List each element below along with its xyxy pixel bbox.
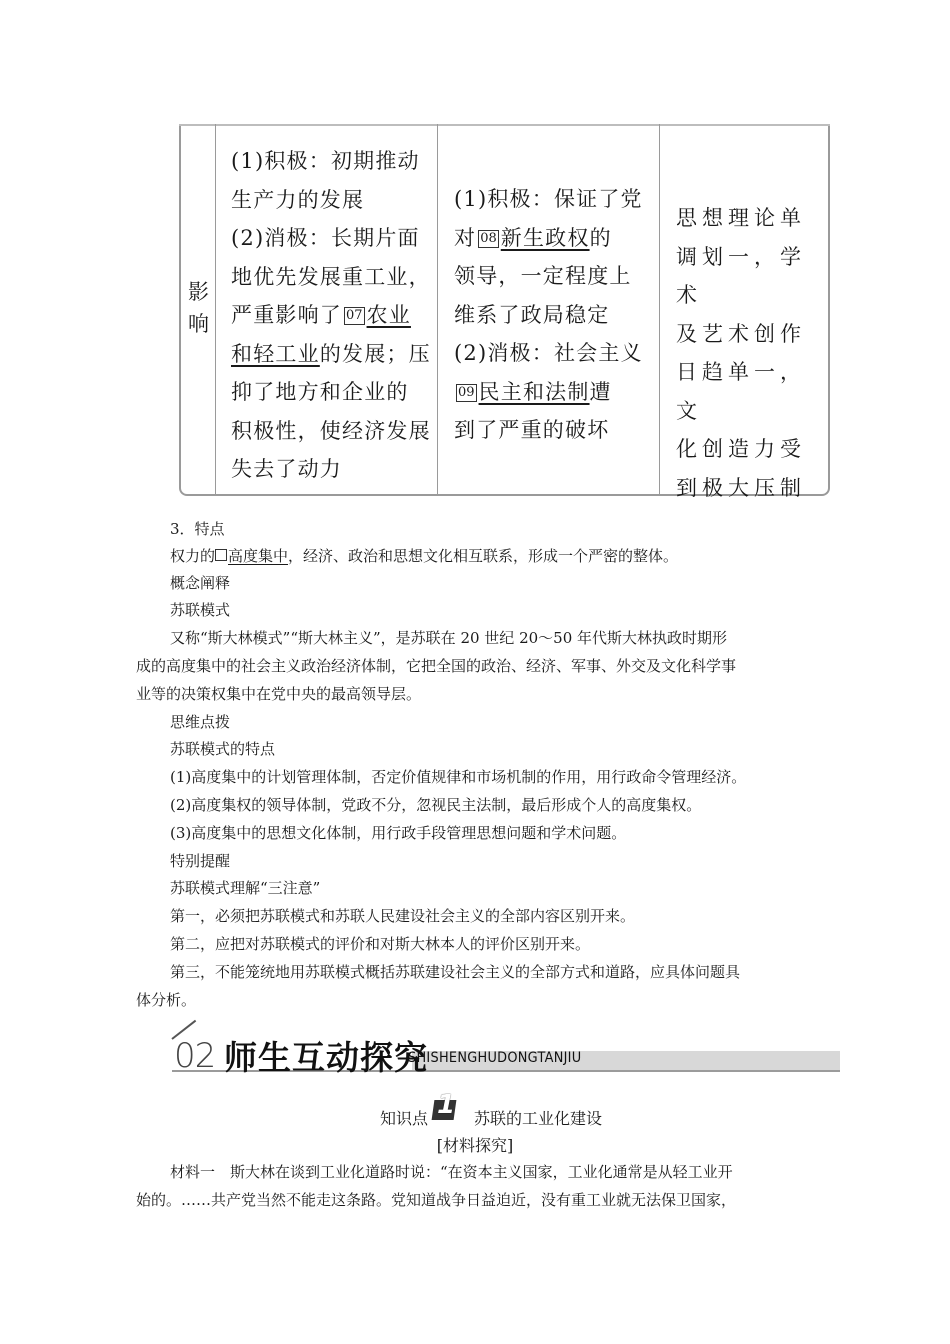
material-1-line-2: 始的。……共产党当然不能走这条路。党知道战争日益迫近，没有重工业就无法保卫国家，	[136, 1191, 737, 1209]
knowledge-point-title: 苏联的工业化建设	[474, 1109, 603, 1128]
concept-para-line-3: 业等的决策权集中在党中央的最高领导层。	[136, 685, 422, 703]
blank-number-09: 09	[458, 384, 475, 400]
banner-pinyin: SHISHENGHUDONGTANJIU	[408, 1050, 582, 1066]
cell-economy-text: (1)积极：初期推动 生产力的发展 (2)消极：长期片面 地优先发展重工业， 严重影响了 07 农业 和轻工业的发展；压 抑了地方和企业的 积极性，使经济发展 失去了动力	[231, 149, 431, 481]
remind-item-2: 第二，应把对苏联模式的评价和对斯大林本人的评价区别开来。	[170, 935, 591, 953]
concept-para-line-2: 成的高度集中的社会主义政治经济体制，它把全国的政治、经济、军事、外交及文化科学事	[136, 657, 737, 675]
think-item-3: (3)高度集中的思想文化体制，用行政手段管理思想问题和学术问题。	[170, 824, 627, 842]
knowledge-point-label: 知识点	[380, 1109, 429, 1128]
blank-number-07: 07	[346, 308, 363, 323]
row-header-impact: 影响	[188, 280, 209, 336]
think-heading: 思维点拨	[170, 713, 231, 731]
remind-title: 苏联模式理解“三注意”	[170, 879, 321, 897]
remind-heading: 特别提醒	[170, 852, 231, 870]
section-heading-features: 3．特点	[170, 520, 225, 538]
think-item-1: (1)高度集中的计划管理体制，否定价值规律和市场机制的作用，用行政命令管理经济。	[170, 768, 747, 786]
table-row-header-cell	[181, 124, 216, 494]
cell-culture-text: 思想理论单 调划一，学术 及艺术创作 日趋单一，文 化创造力受 到极大压制	[676, 206, 806, 500]
banner-title: 师生互动探究	[224, 1038, 428, 1077]
remind-item-1: 第一，必须把苏联模式和苏联人民建设社会主义的全部内容区别开来。	[170, 907, 636, 925]
answer-08: 新生政权	[500, 225, 590, 250]
remind-item-3-line-2: 体分析。	[136, 991, 197, 1009]
answer-07-cont: 和轻工业	[231, 341, 320, 366]
impact-table	[179, 124, 830, 500]
answer-07: 农业	[366, 303, 411, 327]
blank-box-10	[215, 549, 227, 561]
remind-item-3-line-1: 第三，不能笼统地用苏联模式概括苏联建设社会主义的全部方式和道路，应具体问题具	[170, 963, 741, 981]
think-item-2: (2)高度集权的领导体制，党政不分，忽视民主法制，最后形成个人的高度集权。	[170, 796, 702, 814]
section-banner	[172, 1030, 840, 1077]
features-body: 权力的 高度集中，经济、政治和思想文化相互联系，形成一个严密的整体。	[170, 547, 679, 565]
knowledge-point-header	[0, 1090, 950, 1128]
table-cell-economy	[216, 124, 438, 494]
answer-09: 民主和法制	[478, 379, 590, 404]
knowledge-point-number: 1	[437, 1090, 456, 1120]
concept-para-line-1: 又称“斯大林模式”“斯大林主义”，是苏联在 20 世纪 20～50 年代斯大林执政时期形	[170, 629, 728, 647]
material-1-line-1: 材料一 斯大林在谈到工业化道路时说：“在资本主义国家，工业化通常是从轻工业开	[170, 1163, 733, 1181]
answer-10: 高度集中	[228, 547, 289, 565]
knowledge-point-badge	[433, 1090, 457, 1120]
table-cell-politics	[438, 124, 660, 494]
table-cell-culture	[660, 124, 828, 500]
banner-number: 02	[174, 1036, 216, 1076]
concept-heading: 概念阐释	[170, 574, 231, 592]
material-heading: [材料探究]	[436, 1136, 514, 1155]
think-title: 苏联模式的特点	[170, 740, 276, 758]
cell-politics-text: (1)积极：保证了党 对 08 新生政权的 领导，一定程度上 维系了政局稳定 (2)消极：社会主义 09 民主和法制遭 到了严重的破坏	[454, 187, 643, 442]
blank-number-08: 08	[480, 230, 497, 246]
concept-title: 苏联模式	[170, 601, 231, 619]
